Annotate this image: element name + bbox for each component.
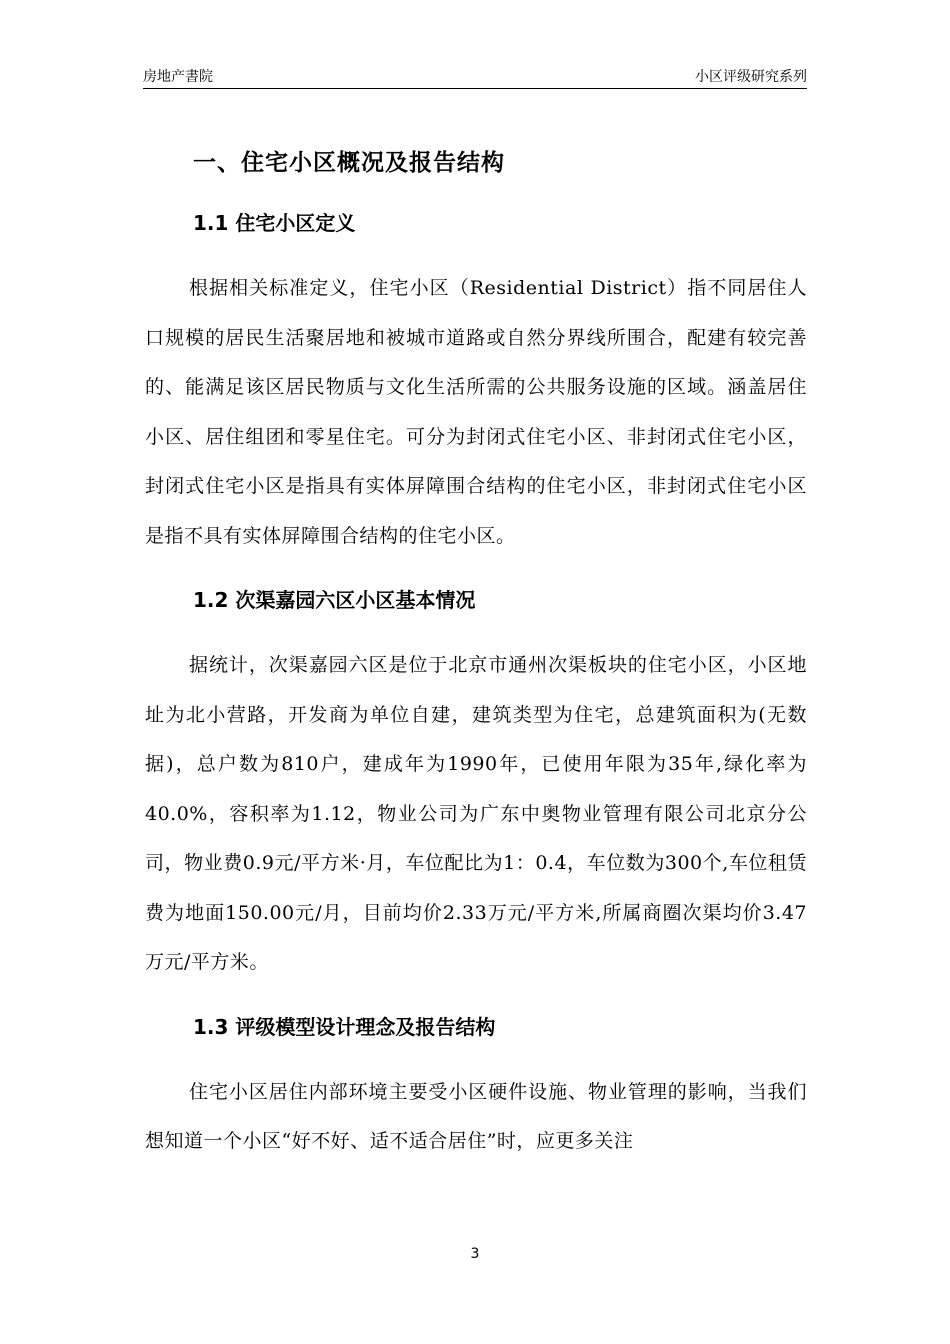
section-heading-1-1: 1.1 住宅小区定义: [193, 211, 356, 235]
section-paragraph-1-2: 据统计，次渠嘉园六区是位于北京市通州次渠板块的住宅小区，小区地址为北小营路，开发商为单位自建，建筑类型为住宅，总建筑面积为(无数据)，总户数为810户，建成年为1990年，已使用年限为35年,绿化率为40.0%，容积率为1.12，物业公司为广东中奥物业管理有限公司北京分公司，物业费0.9元/平方米·月，车位配比为1：0.4，车位数为300个,车位租赁费为地面150.00元/月，目前均价2.33万元/平方米,所属商圈次渠均价3.47万元/平方米。: [145, 654, 807, 973]
section-heading-1-3: 1.3 评级模型设计理念及报告结构: [193, 1014, 496, 1039]
chapter-title: 一、住宅小区概况及报告结构: [193, 150, 505, 176]
page-number: 3: [470, 1246, 480, 1262]
page-header: [143, 66, 807, 89]
section-heading-1-2: 1.2 次渠嘉园六区小区基本情况: [193, 588, 476, 612]
section-paragraph-1-3: 住宅小区居住内部环境主要受小区硬件设施、物业管理的影响，当我们想知道一个小区“好不好、适不适合居住”时，应更多关注: [145, 1080, 807, 1152]
header-series-title: 小区评级研究系列: [695, 69, 807, 85]
page-content: [145, 140, 807, 1167]
section-paragraph-1-1: 根据相关标准定义，住宅小区（Residential District）指不同居住人口规模的居民生活聚居地和被城市道路或自然分界线所围合，配建有较完善的、能满足该区居民物质与文化生活所需的公共服务设施的区域。涵盖居住小区、居住组团和零星住宅。可分为封闭式住宅小区、非封闭式住宅小区，封闭式住宅小区是指具有实体屏障围合结构的住宅小区，非封闭式住宅小区是指不具有实体屏障围合结构的住宅小区。: [145, 277, 807, 547]
header-publisher: 房地产書院: [143, 69, 213, 85]
